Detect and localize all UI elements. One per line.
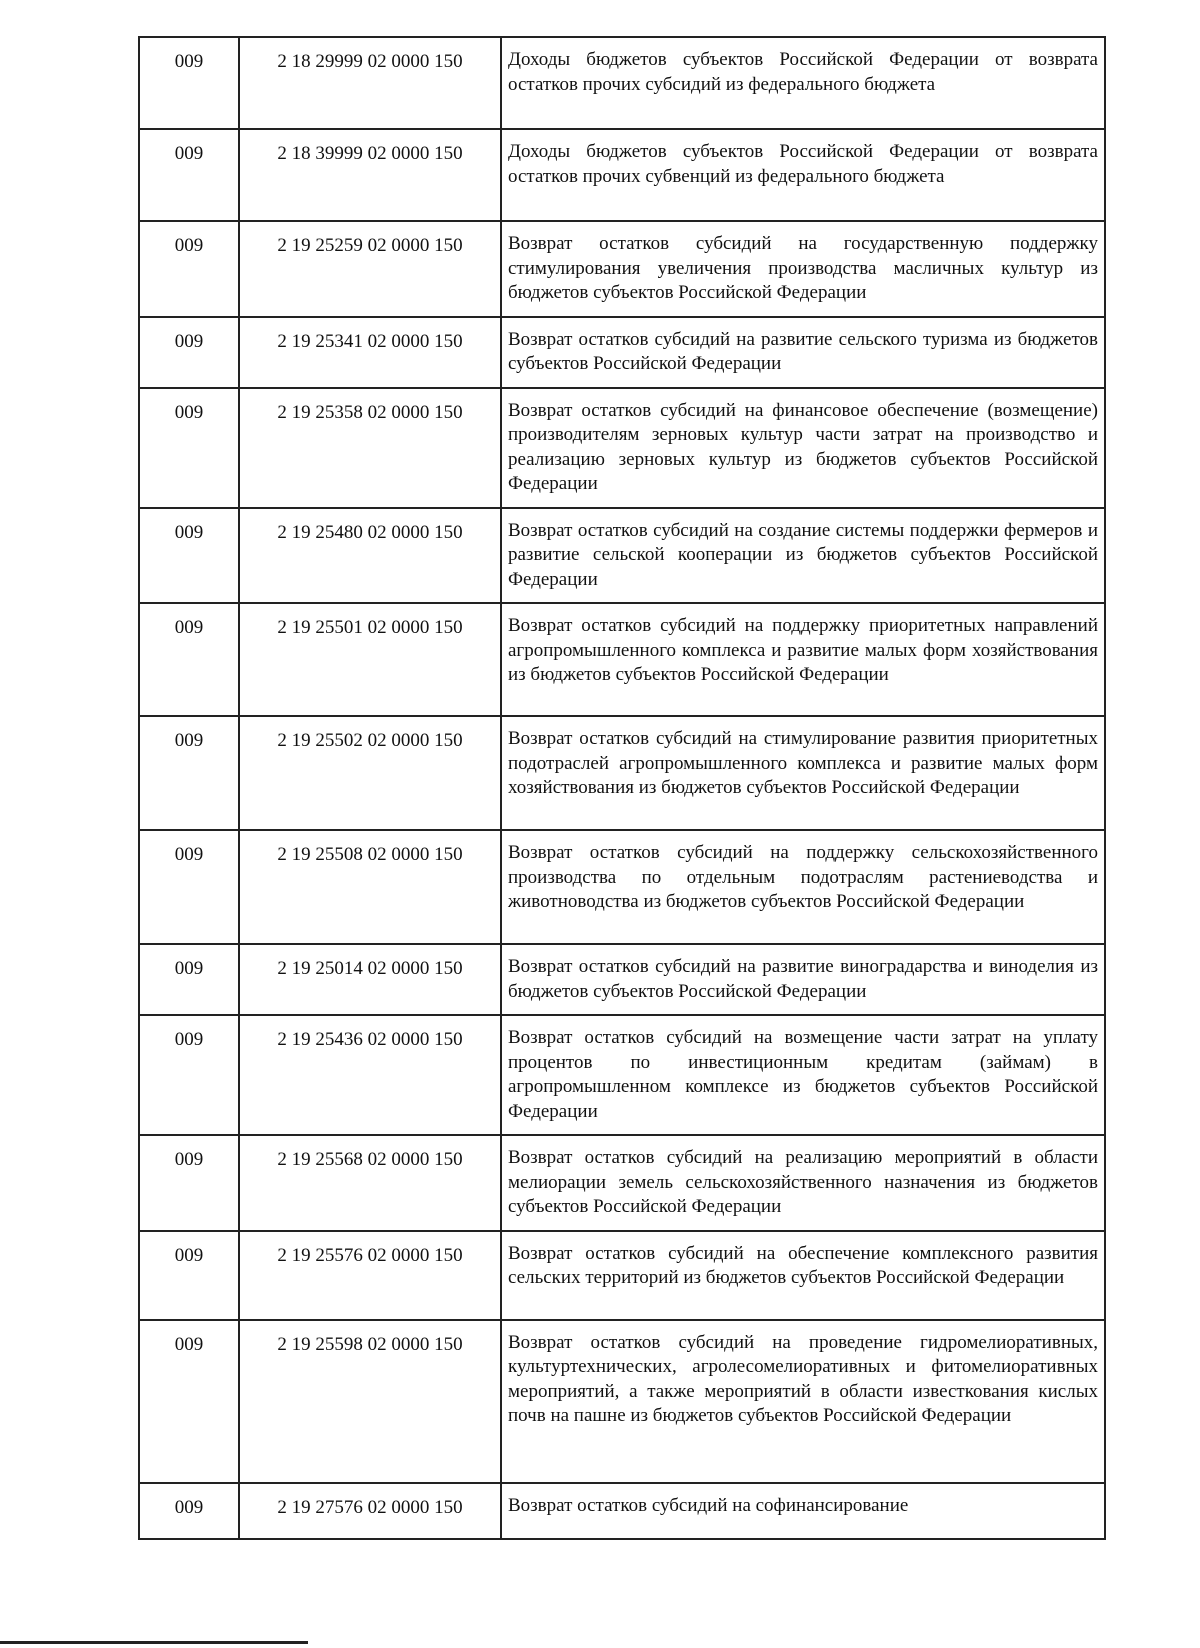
- admin-code-cell: 009: [139, 388, 239, 508]
- budget-classification-code-cell: 2 19 25014 02 0000 150: [239, 944, 501, 1015]
- table-row: [139, 944, 1105, 1015]
- income-description-cell: Возврат остатков субсидий на стимулирование развития приоритетных подотраслей агропромышленного комплекса и развитие малых форм хозяйствования из бюджетов субъектов Российской Федерации: [501, 716, 1105, 830]
- income-description-cell: Доходы бюджетов субъектов Российской Федерации от возврата остатков прочих субвенций из федерального бюджета: [501, 129, 1105, 221]
- income-description-cell: Возврат остатков субсидий на возмещение части затрат на уплату процентов по инвестиционным кредитам (займам) в агропромышленном комплексе из бюджетов субъектов Российской Федерации: [501, 1015, 1105, 1135]
- admin-code-cell: 009: [139, 1231, 239, 1320]
- budget-classification-code-cell: 2 19 27576 02 0000 150: [239, 1483, 501, 1539]
- table-row: [139, 221, 1105, 317]
- budget-classification-code-cell: 2 19 25576 02 0000 150: [239, 1231, 501, 1320]
- table-row: [139, 1231, 1105, 1320]
- income-description-cell: Возврат остатков субсидий на поддержку сельскохозяйственного производства по отдельным подотраслям растениеводства и животноводства из бюджетов субъектов Российской Федерации: [501, 830, 1105, 944]
- admin-code-cell: 009: [139, 1483, 239, 1539]
- budget-classification-code-cell: 2 19 25341 02 0000 150: [239, 317, 501, 388]
- budget-codes-table: [138, 36, 1106, 1540]
- budget-classification-code-cell: 2 19 25480 02 0000 150: [239, 508, 501, 604]
- income-description-cell: Возврат остатков субсидий на развитие виноградарства и виноделия из бюджетов субъектов Российской Федерации: [501, 944, 1105, 1015]
- admin-code-cell: 009: [139, 37, 239, 129]
- income-description-cell: Возврат остатков субсидий на государственную поддержку стимулирования увеличения производства масличных культур из бюджетов субъектов Российской Федерации: [501, 221, 1105, 317]
- budget-classification-code-cell: 2 19 25568 02 0000 150: [239, 1135, 501, 1231]
- admin-code-cell: 009: [139, 1320, 239, 1483]
- income-description-cell: Возврат остатков субсидий на софинансирование: [501, 1483, 1105, 1539]
- table-row: [139, 1483, 1105, 1539]
- budget-classification-code-cell: 2 19 25501 02 0000 150: [239, 603, 501, 716]
- table-row: [139, 603, 1105, 716]
- admin-code-cell: 009: [139, 508, 239, 604]
- income-description-cell: Возврат остатков субсидий на реализацию мероприятий в области мелиорации земель сельскохозяйственного назначения из бюджетов субъектов Российской Федерации: [501, 1135, 1105, 1231]
- admin-code-cell: 009: [139, 1135, 239, 1231]
- income-description-cell: Возврат остатков субсидий на поддержку приоритетных направлений агропромышленного комплекса и развитие малых форм хозяйствования из бюджетов субъектов Российской Федерации: [501, 603, 1105, 716]
- table-row: [139, 129, 1105, 221]
- admin-code-cell: 009: [139, 716, 239, 830]
- table-row: [139, 1135, 1105, 1231]
- footnote-divider: [0, 1641, 308, 1644]
- table-row: [139, 716, 1105, 830]
- admin-code-cell: 009: [139, 944, 239, 1015]
- table-row: [139, 1320, 1105, 1483]
- income-description-cell: Возврат остатков субсидий на проведение гидромелиоративных, культуртехнических, агролесомелиоративных и фитомелиоративных мероприятий, а также мероприятий в области известкования кислых почв на пашне из бюджетов субъектов Российской Федерации: [501, 1320, 1105, 1483]
- admin-code-cell: 009: [139, 317, 239, 388]
- budget-classification-code-cell: 2 19 25358 02 0000 150: [239, 388, 501, 508]
- table-row: [139, 830, 1105, 944]
- income-description-cell: Возврат остатков субсидий на обеспечение комплексного развития сельских территорий из бюджетов субъектов Российской Федерации: [501, 1231, 1105, 1320]
- income-description-cell: Возврат остатков субсидий на создание системы поддержки фермеров и развитие сельской кооперации из бюджетов субъектов Российской Федерации: [501, 508, 1105, 604]
- admin-code-cell: 009: [139, 129, 239, 221]
- budget-classification-code-cell: 2 18 39999 02 0000 150: [239, 129, 501, 221]
- table-row: [139, 37, 1105, 129]
- table-row: [139, 508, 1105, 604]
- table-row: [139, 317, 1105, 388]
- table-row: [139, 1015, 1105, 1135]
- income-description-cell: Возврат остатков субсидий на финансовое обеспечение (возмещение) производителям зерновых культур части затрат на производство и реализацию зерновых культур из бюджетов субъектов Российской Федерации: [501, 388, 1105, 508]
- table-body: [139, 37, 1105, 1539]
- table-row: [139, 388, 1105, 508]
- admin-code-cell: 009: [139, 221, 239, 317]
- admin-code-cell: 009: [139, 1015, 239, 1135]
- income-description-cell: Возврат остатков субсидий на развитие сельского туризма из бюджетов субъектов Российской Федерации: [501, 317, 1105, 388]
- admin-code-cell: 009: [139, 830, 239, 944]
- budget-classification-code-cell: 2 19 25436 02 0000 150: [239, 1015, 501, 1135]
- budget-classification-code-cell: 2 19 25508 02 0000 150: [239, 830, 501, 944]
- income-description-cell: Доходы бюджетов субъектов Российской Федерации от возврата остатков прочих субсидий из федерального бюджета: [501, 37, 1105, 129]
- budget-classification-code-cell: 2 19 25259 02 0000 150: [239, 221, 501, 317]
- budget-classification-code-cell: 2 19 25502 02 0000 150: [239, 716, 501, 830]
- admin-code-cell: 009: [139, 603, 239, 716]
- budget-classification-code-cell: 2 19 25598 02 0000 150: [239, 1320, 501, 1483]
- budget-classification-code-cell: 2 18 29999 02 0000 150: [239, 37, 501, 129]
